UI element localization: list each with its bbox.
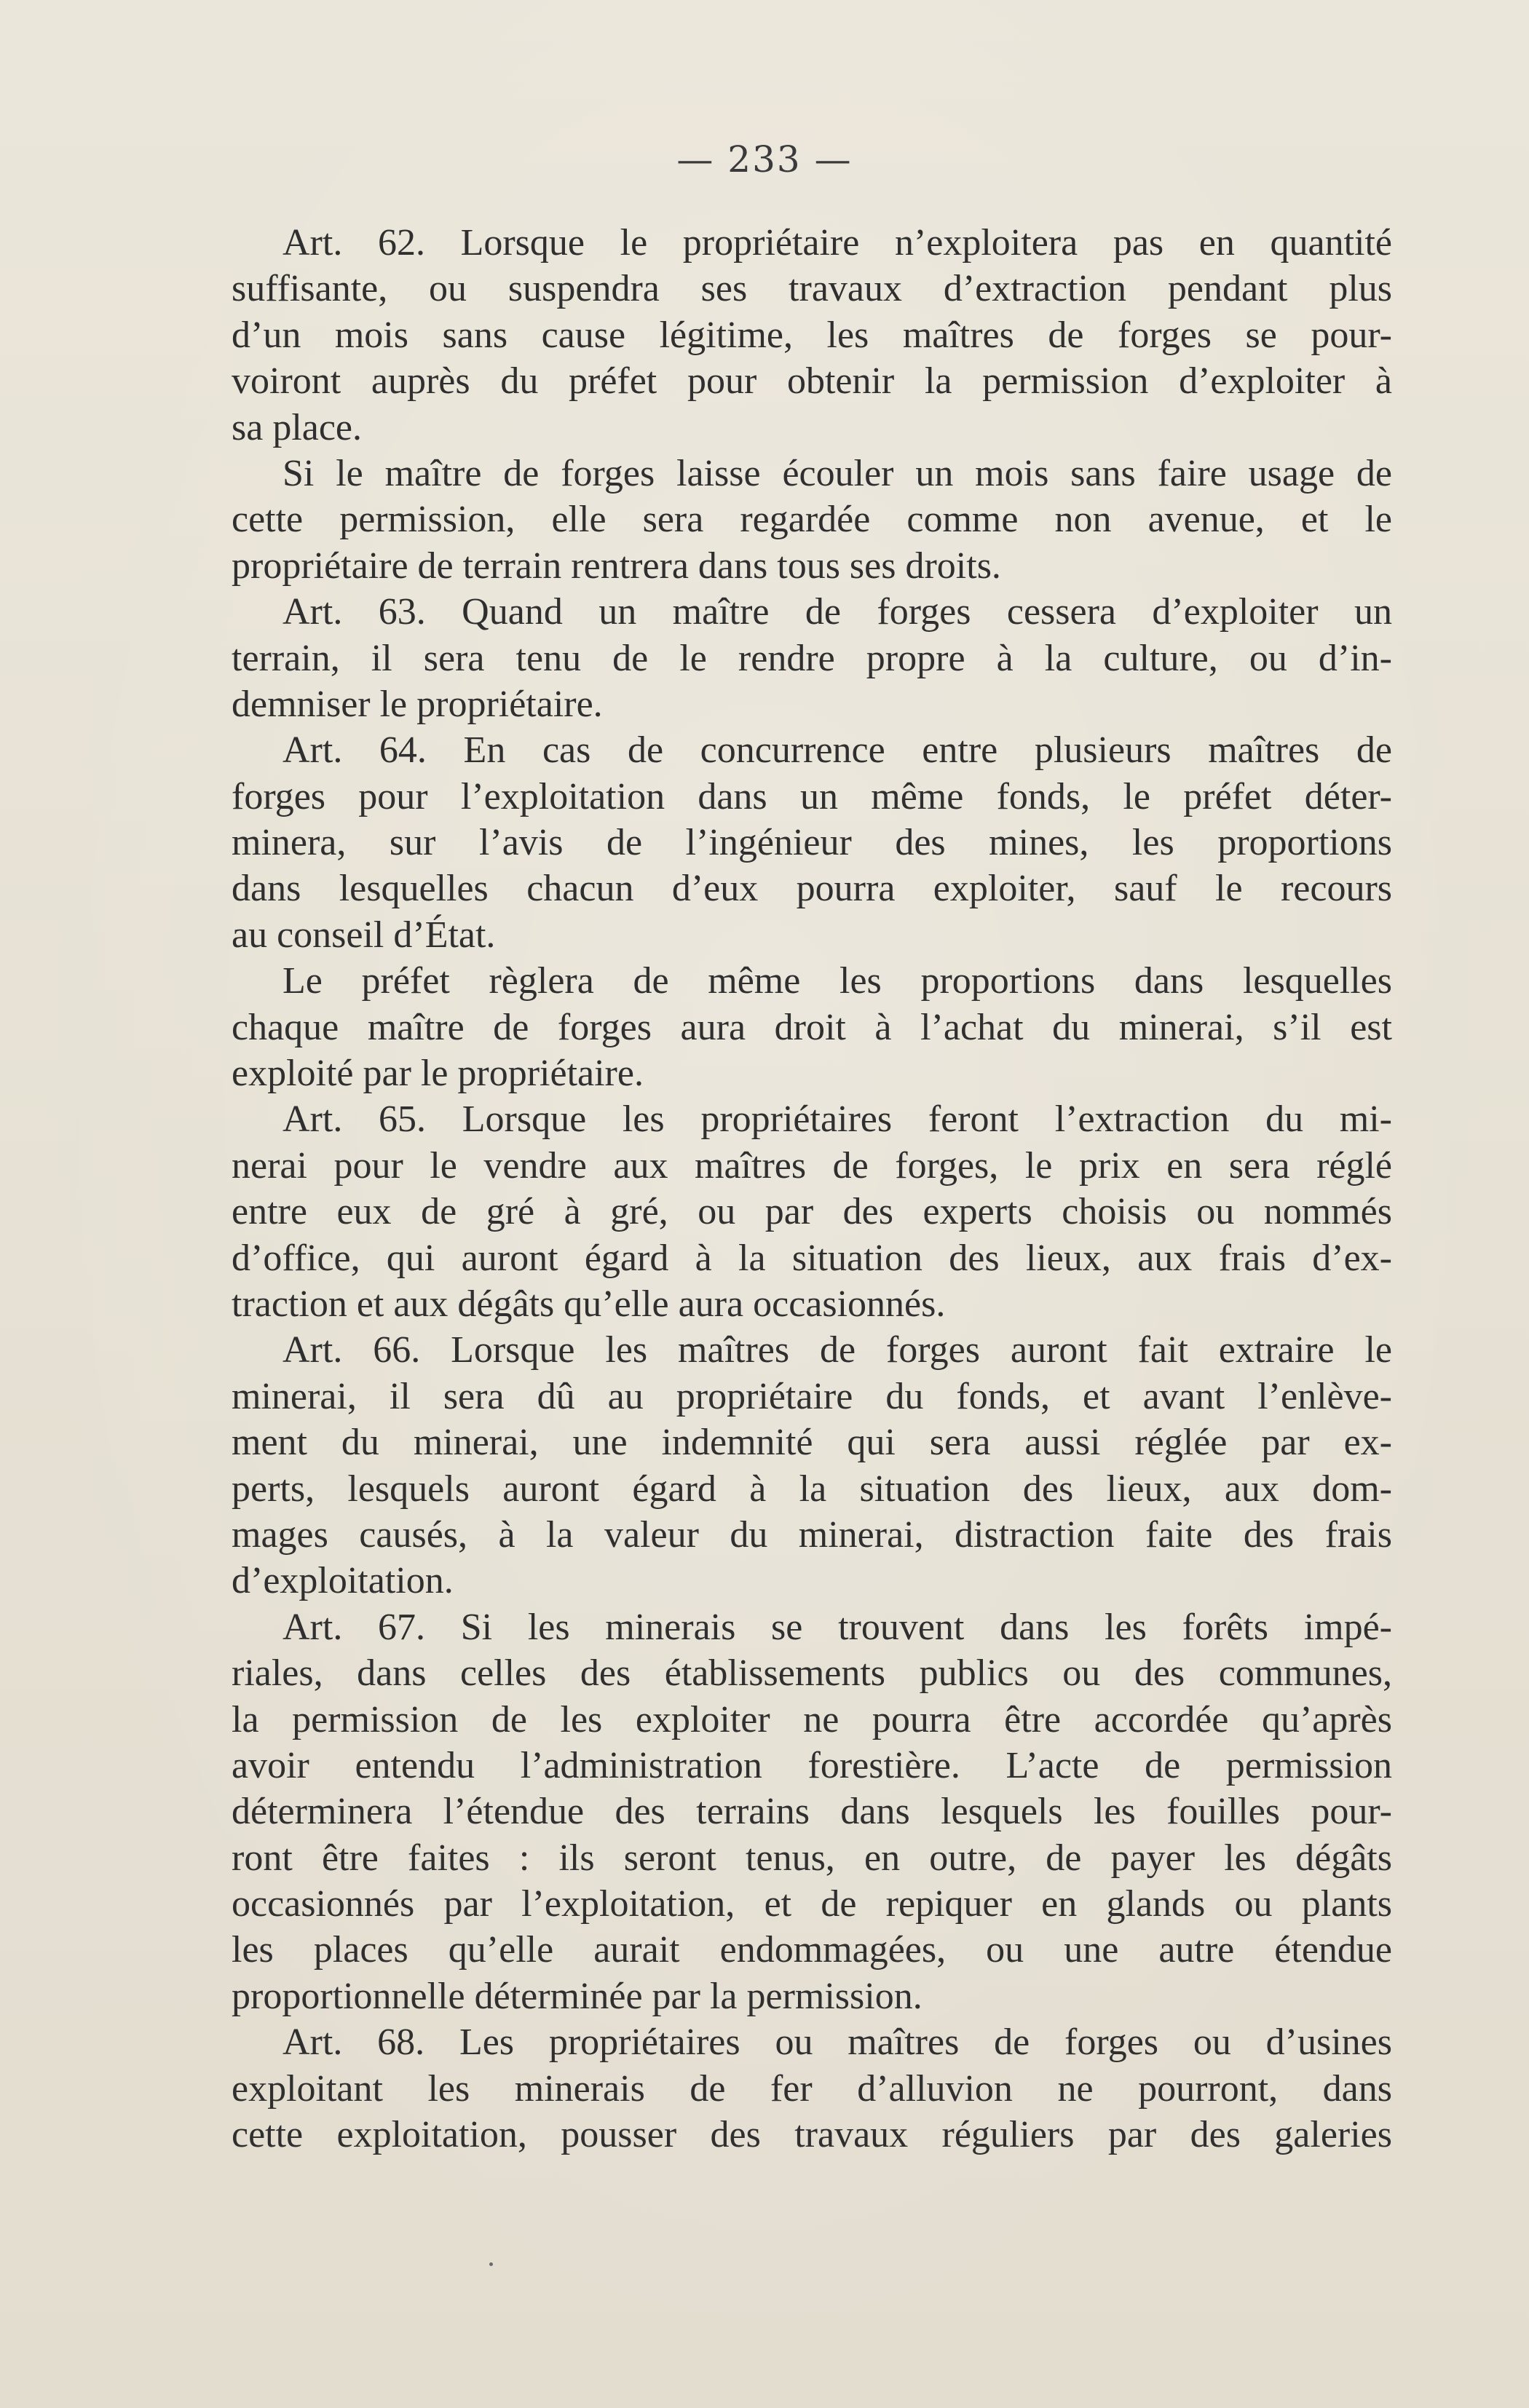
text-line: exploitant les minerais de fer d’alluvion ne pourront, dans — [232, 2067, 1392, 2110]
text-line: mages causés, à la valeur du minerai, distraction faite des frais — [232, 1513, 1392, 1556]
text-line: sa place. — [232, 406, 363, 448]
text-line: Art. 66. Lorsque les maîtres de forges auront fait extraire le — [283, 1329, 1392, 1371]
text-line: entre eux de gré à gré, ou par des experts choisis ou nommés — [232, 1191, 1392, 1233]
text-line: traction et aux dégâts qu’elle aura occasionnés. — [232, 1283, 946, 1325]
text-line: exploité par le propriétaire. — [232, 1053, 644, 1095]
text-line: Art. 62. Lorsque le propriétaire n’exploitera pas en quantité — [283, 222, 1392, 264]
page-number: — 233 — — [676, 138, 853, 181]
text-line: riales, dans celles des établissements publics ou des communes, — [232, 1652, 1392, 1695]
text-line: les places qu’elle aurait endommagées, ou une autre étendue — [232, 1929, 1392, 1971]
text-line: terrain, il sera tenu de le rendre propre à la culture, ou d’in- — [232, 637, 1392, 679]
text-line: cette permission, elle sera regardée comme non avenue, et le — [232, 499, 1392, 541]
text-line: Art. 68. Les propriétaires ou maîtres de forges ou d’usines — [283, 2021, 1392, 2064]
text-line: demniser le propriétaire. — [232, 683, 603, 725]
text-line: ront être faites : ils seront tenus, en outre, de payer les dégâts — [232, 1837, 1392, 1879]
text-line: cette exploitation, pousser des travaux réguliers par des galeries — [232, 2114, 1392, 2156]
text-line: d’un mois sans cause légitime, les maîtres de forges se pour- — [232, 314, 1392, 356]
text-line: d’exploitation. — [232, 1560, 454, 1602]
text-line: la permission de les exploiter ne pourra être accordée qu’après — [232, 1698, 1392, 1740]
text-line: Le préfet règlera de même les proportions dans lesquelles — [283, 960, 1392, 1002]
text-line: Si le maître de forges laisse écouler un mois sans faire usage de — [283, 452, 1392, 494]
text-line: nerai pour le vendre aux maîtres de forges, le prix en sera réglé — [232, 1144, 1392, 1187]
text-line: Art. 63. Quand un maître de forges cessera d’exploiter un — [283, 591, 1392, 633]
text-line: Art. 64. En cas de concurrence entre plusieurs maîtres de — [283, 729, 1392, 772]
text-line: proportionnelle déterminée par la permission. — [232, 1975, 922, 2017]
text-line: propriétaire de terrain rentrera dans tous ses droits. — [232, 544, 1001, 587]
text-line: avoir entendu l’administration forestière. L’acte de permission — [232, 1744, 1392, 1786]
text-line: chaque maître de forges aura droit à l’achat du minerai, s’il est — [232, 1006, 1392, 1048]
body-text — [232, 220, 1392, 2158]
text-line: d’office, qui auront égard à la situation des lieux, aux frais d’ex- — [232, 1237, 1392, 1279]
text-line: suffisante, ou suspendra ses travaux d’extraction pendant plus — [232, 268, 1392, 310]
text-line: minera, sur l’avis de l’ingénieur des mines, les proportions — [232, 822, 1392, 864]
text-line: déterminera l’étendue des terrains dans lesquels les fouilles pour- — [232, 1791, 1392, 1833]
text-line: au conseil d’État. — [232, 914, 496, 956]
paper-speck — [489, 2262, 493, 2266]
text-line: perts, lesquels auront égard à la situation des lieux, aux dom- — [232, 1468, 1392, 1510]
text-line: ment du minerai, une indemnité qui sera aussi réglée par ex- — [232, 1422, 1392, 1464]
text-line: forges pour l’exploitation dans un même fonds, le préfet déter- — [232, 775, 1392, 817]
text-line: minerai, il sera dû au propriétaire du fonds, et avant l’enlève- — [232, 1375, 1392, 1417]
text-line: voiront auprès du préfet pour obtenir la permission d’exploiter à — [232, 360, 1392, 403]
text-line: Art. 67. Si les minerais se trouvent dans les forêts impé- — [283, 1606, 1392, 1648]
text-line: dans lesquelles chacun d’eux pourra exploiter, sauf le recours — [232, 868, 1392, 910]
text-line: occasionnés par l’exploitation, et de repiquer en glands ou plants — [232, 1883, 1392, 1925]
text-line: Art. 65. Lorsque les propriétaires feront l’extraction du mi- — [283, 1098, 1392, 1141]
